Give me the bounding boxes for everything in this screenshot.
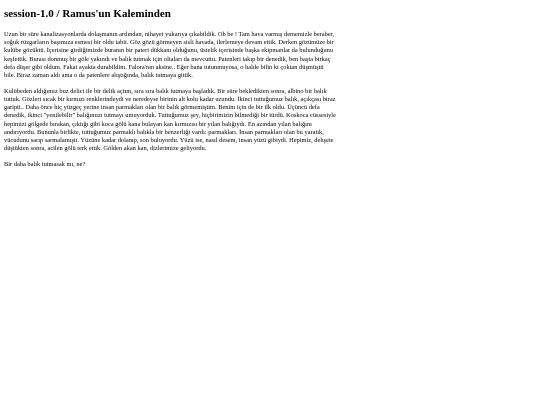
paragraph-1: Uzun bir süre kanalizasyonlarda dolaşmanın ardından, nihayet yukarıya çıkabildik. Oh be ! Tam hava varmış dememizle beraber, soğuk rüzgarların başımıza esmesi bir oldu tabii. Göz gözü görmeyen sisli havada, ilerlemeye devam ettik. Derken gözümüze bir kulübe gözüktü. İçerisine girdiğimizde buranın bir pateri dükkanı olduğunu, üstelik içerisinde başka ekipmanlar da bulunduğunu keşfettik. Burası donmuş bir göle yakındı ve balık tutmak için oltaları da mevcuttu. Patenleri takıp bir denedik, ben başta birkaç defa düşer gibi oldum. Fakat ayakta durabildim. Falora'nın aksine.. Eğer bana tutunmuyosa, o halde bilin ki çoktan düşmüştü bile. Biraz zaman aldı ama o da patenlere alıştığında, balık tutmaya gittik. [4,31,335,80]
document-title: session-1.0 / Ramus'un Kaleminden [4,8,171,20]
paragraph-2: Kulübeden aldığımız buz delici ile bir delik açtım, sıra sıra balık tutmaya başladık. Bir süre bekledikten sonra, albino bir balık tuttuk. Gözleri sıcak bir kırmızı renklerindeydi ve neredeyse birinin alt kolu kadar uzundu. İkinci tuttuğumuz balık, açıkçası biraz garipti.. Daha önce hiç yüzgeç yerine insan parmakları olan bir balık görmemiştim. Benim için de bir ilk oldu. Üçüncü defa denedik, ikinci "yenilebilir" balığımızı tutmayı umuyorduk. Tuttuğumuz şey, hiçbirimizin bilmediği bir türdü. Koskoca cüssesiyle hepimizi gölgede bırakan, çıktığı gibi koca gölü kana bulayan kan kırmızısı bir yılan balığıydı. En azından yılan balığını andırıyordu. Bununla birlikte, tuttuğumuz parmaklı balıkla bir benzerliği vardı: parmakları. İnsan parmakları olan bu yaratık, vücudunu sarıp sarmalamıştı. Yüzüne kadar dolanıp, son buluyordu. Yüzü ise, nasıl desem, insan yüzü gibiydi. Hepimiz, dehşete düştükten sonra, acilen gölü terk ettik. Gölden akan kan, dizlerimize geliyordu. [4,87,336,153]
paragraph-3: Bir daha balık tutmasak mı, ne? [4,160,86,168]
